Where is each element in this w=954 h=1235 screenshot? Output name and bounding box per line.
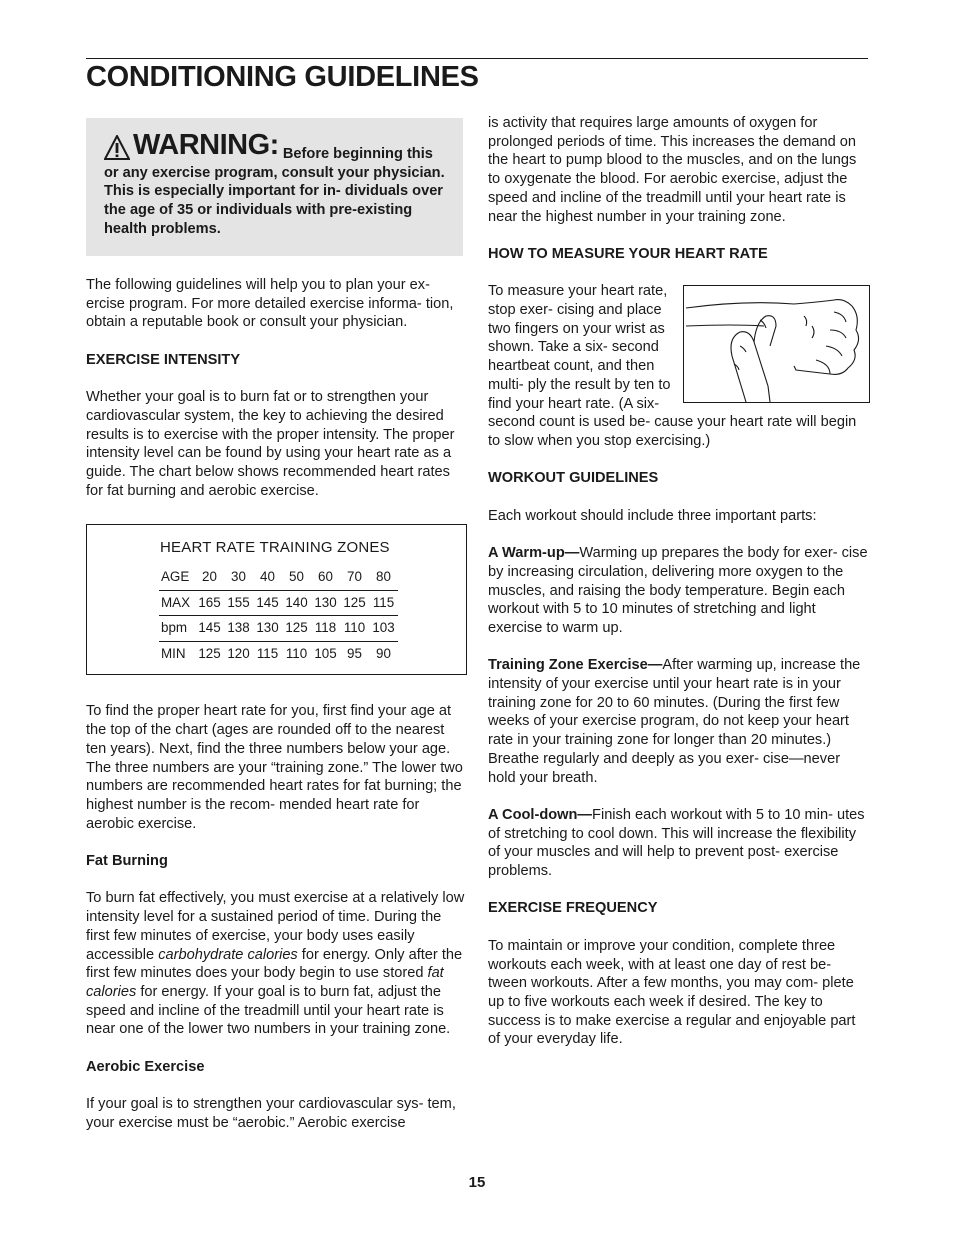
heart-rate-cell: 105	[311, 641, 340, 666]
fat-emphasis: carbohydrate calories	[158, 946, 298, 963]
heart-rate-row-min	[159, 641, 398, 666]
heart-rate-cell: 80	[376, 569, 391, 585]
right-column	[488, 114, 870, 1049]
exercise-intensity-heading: EXERCISE INTENSITY	[86, 351, 241, 368]
heart-rate-cell: 125	[340, 590, 369, 616]
measure-heart-rate-heading: HOW TO MEASURE YOUR HEART RATE	[488, 245, 768, 262]
heart-rate-cell: 110	[340, 616, 369, 642]
heart-rate-cell: 50	[289, 569, 304, 585]
heart-rate-row-label: AGE	[161, 569, 190, 585]
heart-rate-chart-title: HEART RATE TRAINING ZONES	[160, 539, 390, 557]
heart-rate-cell: 145	[195, 616, 224, 642]
heart-rate-cell: 70	[347, 569, 362, 585]
exercise-frequency-heading: EXERCISE FREQUENCY	[488, 900, 658, 917]
warning-text: Before beginning this or any exercise program, consult your physician. This is especially important for in- dividuals over the age of 35 or individuals with pre-existing health problems.	[104, 146, 445, 237]
heart-rate-cell: 140	[282, 590, 311, 616]
warning-heading	[104, 128, 279, 161]
intro-paragraph: The following guidelines will help you to plan your ex- ercise program. For more detailed exercise informa- tion, obtain a reputable book or consult your physician.	[86, 277, 454, 331]
hand-drawing-icon	[684, 286, 869, 402]
cool-down-paragraph	[488, 806, 870, 881]
fat-burning-heading: Fat Burning	[86, 853, 168, 870]
fat-text-part: To burn fat effectively, you must exercise at a relatively low intensity level for a sustained period of time. During the first few minutes of exercise, your body uses easily accessible	[86, 890, 465, 963]
aerobic-exercise-heading: Aerobic Exercise	[86, 1058, 205, 1075]
fat-text-part: for energy. Only after the first few minutes does your body begin to use stored	[86, 946, 463, 982]
heart-rate-cell: 130	[253, 616, 282, 642]
warm-up-text: Warming up prepares the body for exer- cise by increasing circulation, delivering more oxygen to the muscles, and raising the body temperature. Begin each workout with 5 to 10 minutes of stretching and light exercise to warm up.	[488, 545, 868, 636]
heart-rate-row-max	[159, 590, 398, 616]
heart-rate-cell: 155	[224, 590, 253, 616]
heart-rate-row-label: bpm	[159, 616, 195, 642]
fat-text-part: for energy. If your goal is to burn fat, adjust the speed and incline of the treadmill until your heart rate is near one of the lower two numbers in your training zone.	[86, 983, 451, 1038]
heart-rate-cell: 90	[369, 641, 398, 666]
heart-rate-cell: 165	[195, 590, 224, 616]
cool-down-text: Finish each workout with 5 to 10 min- utes of stretching to cool down. This will increase the flexibility of your muscles and will help to prevent post- exercise problems.	[488, 806, 865, 880]
heart-rate-cell: 138	[224, 616, 253, 642]
measure-heart-rate-paragraph: To measure your heart rate, stop exer- cising and place two fingers on your wrist as shown. Take a six- second heartbeat count, and then multi- ply the result by ten to find your heart rate. (A six-second count is used be- cause your heart rate will begin to slow when you stop exercising.)	[488, 283, 857, 449]
heart-rate-table	[159, 565, 398, 666]
heart-rate-cell: 130	[311, 590, 340, 616]
heart-rate-cell: 145	[253, 590, 282, 616]
fat-burning-paragraph	[86, 889, 467, 1039]
heart-rate-cell: 103	[369, 616, 398, 642]
left-column	[86, 118, 467, 1133]
warm-up-label: A Warm-up—	[488, 545, 580, 562]
heart-rate-cell: 30	[231, 569, 246, 585]
heart-rate-cell: 125	[195, 641, 224, 666]
heart-rate-cell: 115	[369, 590, 398, 616]
heart-rate-cell: 110	[282, 641, 311, 666]
heart-rate-cell: 118	[311, 616, 340, 642]
heart-rate-row-label: MIN	[159, 641, 195, 666]
exercise-intensity-paragraph: Whether your goal is to burn fat or to strengthen your cardiovascular system, the key to achieving the desired results is to exercise with the proper intensity. The proper intensity level can be found by using your heart rate as a guide. The chart below shows recommended heart rates for fat burning and aerobic exercise.	[86, 389, 455, 499]
heart-rate-row-bpm	[159, 616, 398, 642]
heart-rate-cell: 20	[202, 569, 217, 585]
training-zone-paragraph	[488, 656, 870, 787]
workout-intro-paragraph: Each workout should include three important parts:	[488, 507, 817, 524]
aerobic-continued-paragraph: is activity that requires large amounts of oxygen for prolonged periods of time. This increases the demand on the heart to pump blood to the muscles, and on the lungs to oxygenate the blood. For aerobic exercise, adjust the speed and incline of the treadmill until your heart rate is near the highest number in your training zone.	[488, 115, 857, 225]
aerobic-exercise-paragraph: If your goal is to strengthen your cardiovascular sys- tem, your exercise must be “aerobic.” Aerobic exercise	[86, 1096, 456, 1131]
heart-rate-row-label: MAX	[159, 590, 195, 616]
heart-rate-cell: 60	[318, 569, 333, 585]
heart-rate-cell: 95	[340, 641, 369, 666]
warm-up-paragraph	[488, 544, 870, 638]
heart-rate-cell: 40	[260, 569, 275, 585]
heart-rate-cell: 125	[282, 616, 311, 642]
exercise-frequency-paragraph: To maintain or improve your condition, complete three workouts each week, with at least one day of rest be- tween workouts. After a few months, you may com- plete up to five workouts each week if desired. The key to success is to make exercise a regular and enjoyable part of your everyday life.	[488, 937, 856, 1048]
page-number: 15	[468, 1174, 486, 1191]
warning-triangle-icon	[104, 135, 130, 161]
heart-rate-cell: 115	[253, 641, 282, 666]
wrist-pulse-illustration	[683, 285, 870, 403]
find-heart-rate-paragraph: To find the proper heart rate for you, first find your age at the top of the chart (ages are rounded off to the nearest ten years). Next, find the three numbers below your age. The three numbers are your “training zone.” The lower two numbers are recommended heart rates for fat burning; the highest number is the recom- mended heart rate for aerobic exercise.	[86, 703, 463, 832]
measure-block	[488, 282, 870, 450]
workout-guidelines-heading: WORKOUT GUIDELINES	[488, 470, 659, 487]
page-title: CONDITIONING GUIDELINES	[86, 61, 479, 93]
warning-box	[86, 118, 463, 256]
heart-rate-cell: 120	[224, 641, 253, 666]
cool-down-label: A Cool-down—	[488, 806, 593, 823]
top-rule	[86, 58, 868, 59]
training-zone-label: Training Zone Exercise—	[488, 657, 663, 674]
training-zone-text: After warming up, increase the intensity of your exercise until your heart rate is in your training zone for 20 to 60 minutes. (During the first few weeks of your exercise program, do not keep your heart rate in your training zone for longer than 20 minutes.) Breathe regularly and deeply as you exer- cise—never hold your breath.	[488, 657, 861, 786]
warning-label: WARNING:	[133, 128, 279, 161]
heart-rate-row-age	[159, 565, 398, 590]
heart-rate-chart	[86, 524, 467, 675]
fat-emphasis: fat calories	[86, 965, 444, 1000]
